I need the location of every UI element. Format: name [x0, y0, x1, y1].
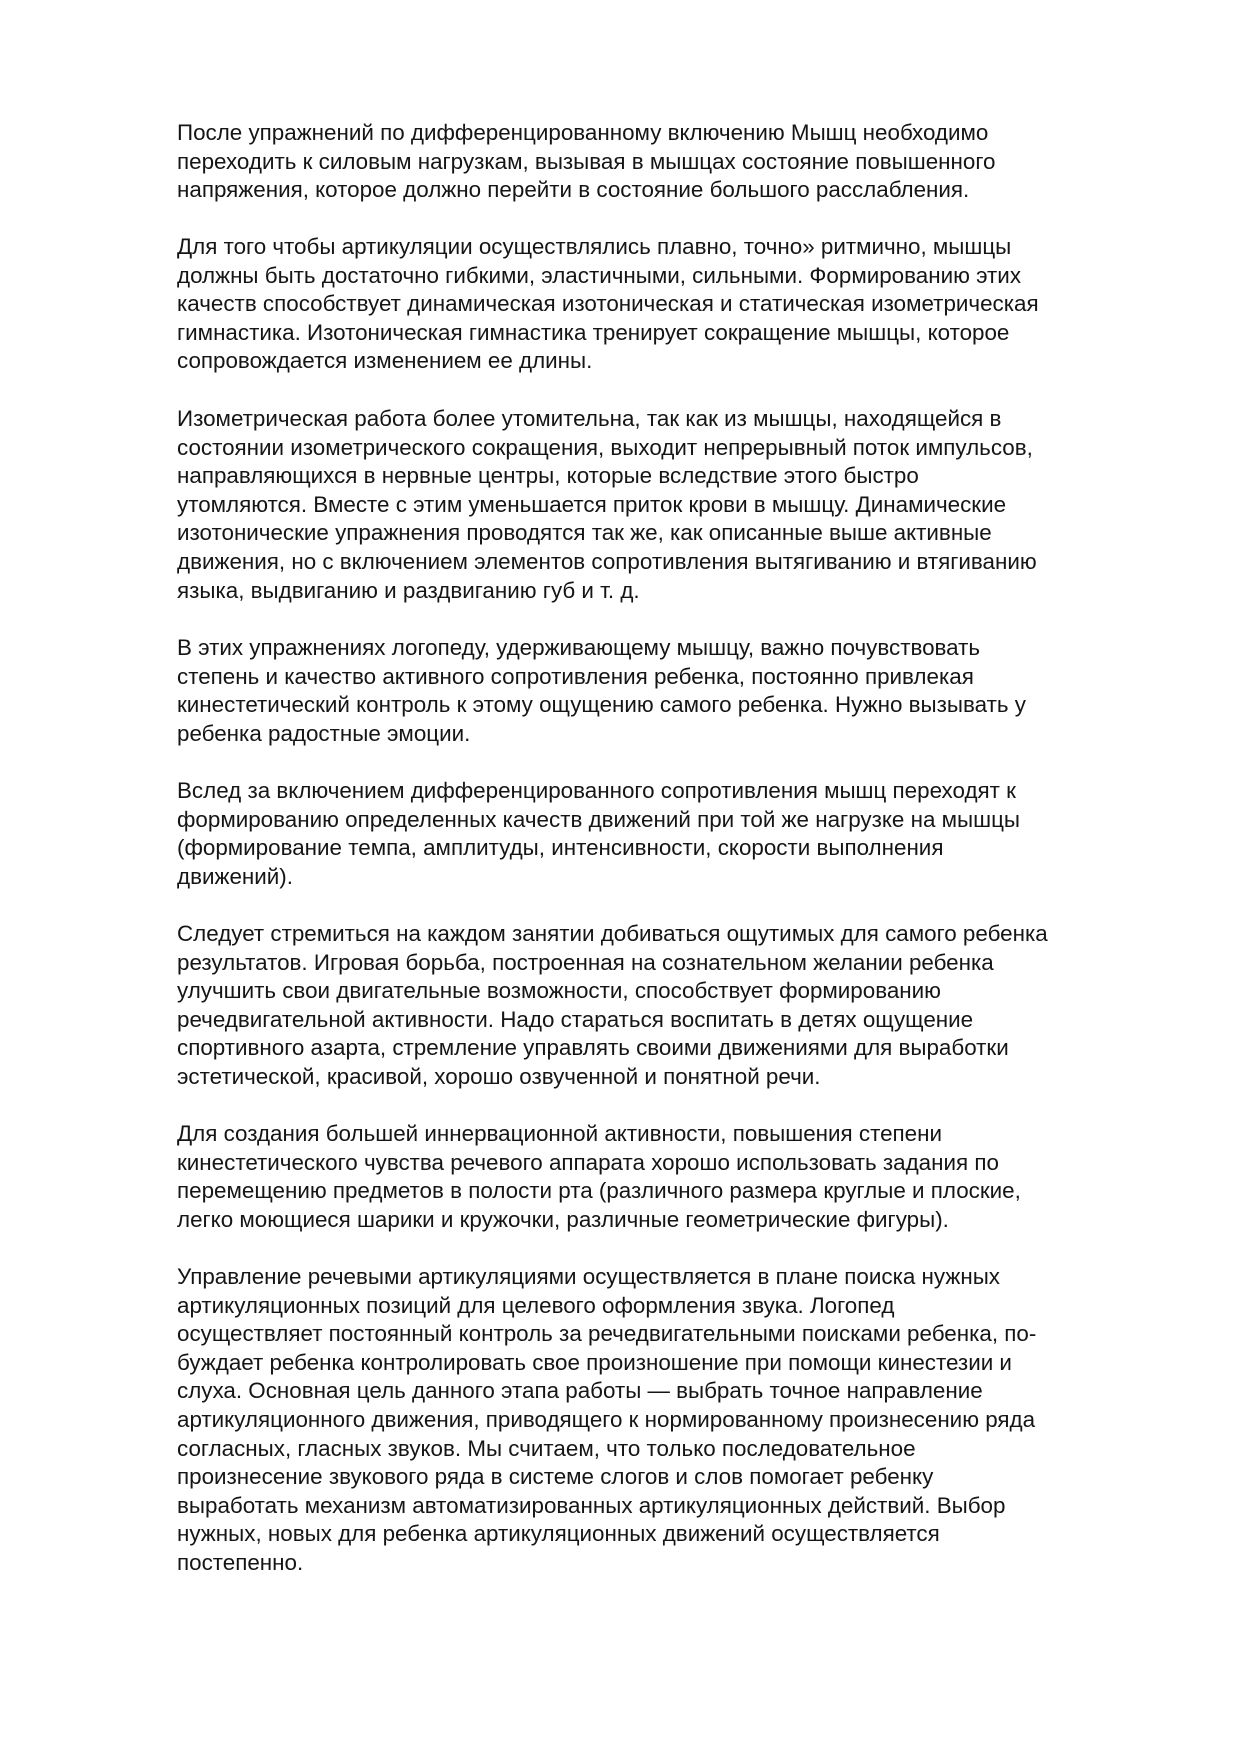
- paragraph-2: Для того чтобы артикуляции осуществлялись плавно, точно» ритмично, мышцы должны быть достаточно гибкими, эластичными, сильными. Формированию этих качеств способствует динамическая изотоническая и статическая изометрическая гимнастика. Изотоническая гимнастика тренирует сокращение мышцы, которое сопровождается изменением ее длины.: [177, 234, 1039, 374]
- paragraph-1: После упражнений по дифференцированному включению Мышц необходимо переходить к силовым нагрузкам, вызывая в мышцах состояние повышенного напряжения, которое должно перейти в состояние большого расслабления.: [177, 120, 996, 203]
- paragraph-5: Вслед за включением дифференцированного сопротивления мышц переходят к формированию определенных качеств движений при той же нагрузке на мышцы (формирование темпа, амплитуды, интенсивности, скорости выполнения движений).: [177, 778, 1020, 889]
- paragraph-6: Следует стремиться на каждом занятии добиваться ощутимых для самого ребенка результатов. Игровая борьба, построенная на сознательном желании ребенка улучшить свои двигательные возможности, способствует формированию речедвигательной активности. Надо стараться воспитать в детях ощущение спортивного азарта, стремление управлять своими движениями для выработки эстетической, красивой, хорошо озвученной и понятной речи.: [177, 921, 1048, 1089]
- paragraph-7: Для создания большей иннервационной активности, повышения степени кинестетического чувства речевого аппарата хорошо использовать задания по перемещению предметов в полости рта (различного размера круглые и плоские, легко моющиеся шарики и кружочки, различные геометрические фигуры).: [177, 1121, 1021, 1232]
- paragraph-8: Управление речевыми артикуляциями осуществляется в плане поиска нужных артикуляционных позиций для целевого оформления звука. Логопед осуществляет постоянный контроль за речедвигательными поисками ребенка, по- буждает ребенка контролировать свое произношение при помощи кинестезии и слуха. Основная цель данного этапа работы — выбрать точное направление артикуляционного движения, приводящего к нормированному произнесению ряда согласных, гласных звуков. Мы считаем, что только последовательное произнесение звукового ряда в системе слогов и слов помогает ребенку выработать механизм автоматизированных артикуляционных действий. Выбор нужных, новых для ребенка артикуляционных движений осуществляется постепенно.: [177, 1264, 1037, 1575]
- paragraph-4: В этих упражнениях логопеду, удерживающему мышцу, важно почувствовать степень и качество активного сопротивления ребенка, постоянно привлекая кинестетический контроль к этому ощущению самого ребенка. Нужно вызывать у ребенка радостные эмоции.: [177, 635, 1026, 746]
- paragraph-3: Изометрическая работа более утомительна, так как из мышцы, находящейся в состоянии изометрического сокращения, выходит непрерывный поток импульсов, направляющихся в нервные центры, которые вследствие этого быстро утомляются. Вместе с этим уменьшается приток крови в мышцу. Динамические изотонические упражнения проводятся так же, как описанные выше активные движения, но с включением элементов сопротивления вытягиванию и втягиванию языка, выдвиганию и раздвиганию губ и т. д.: [177, 406, 1037, 603]
